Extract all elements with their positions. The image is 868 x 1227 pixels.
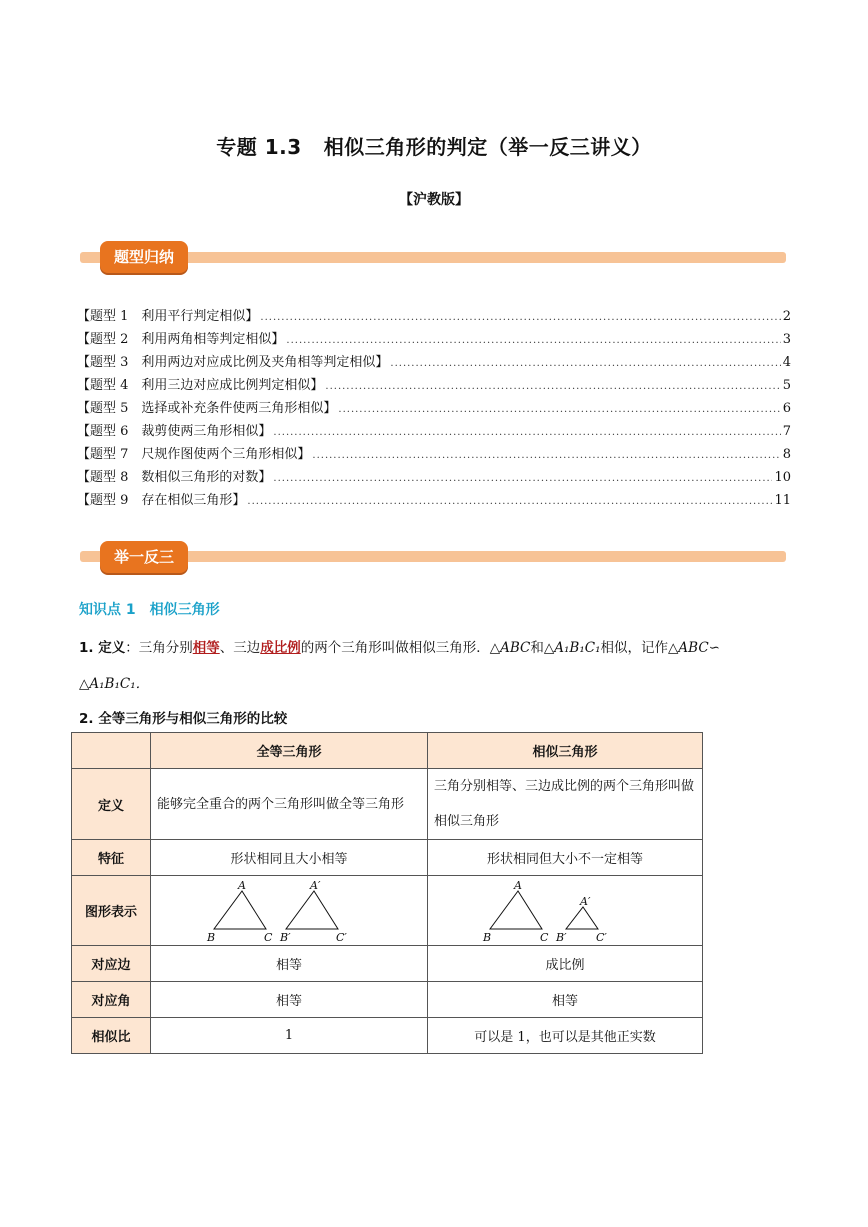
page-title [0,131,868,160]
definition-line2: △A₁B₁C₁． [79,676,150,692]
svg-text:A′: A′ [310,878,321,892]
svg-text:B: B [207,930,216,943]
definition-number: 1. 定义 [79,640,126,656]
table-header-similar: 相似三角形 [428,733,703,769]
section-pill-1: 题型归纳 [100,241,188,273]
svg-text:C: C [264,930,273,943]
keyword-equal: 相等 [192,640,220,656]
table-header-congruent: 全等三角形 [151,733,428,769]
similar-figure-cell [428,876,703,946]
section-pill-2: 举一反三 [100,541,188,573]
congruent-figure-cell [151,876,428,946]
keyword-proportional: 成比例 [260,640,301,656]
table-row: 特征 形状相同且大小相等 形状相同但大小不一定相等 [72,840,703,876]
svg-text:B′: B′ [280,930,291,943]
toc-item[interactable]: 【题型 2 利用两角相等判定相似】 ..... 3 [77,328,791,351]
compare-heading: 2. 全等三角形与相似三角形的比较 [79,711,288,727]
svg-text:A′: A′ [580,894,591,908]
svg-text:B′: B′ [556,930,567,943]
toc-item[interactable]: 【题型 7 尺规作图使两个三角形相似】 ..... 8 [77,443,791,466]
toc-item[interactable]: 【题型 5 选择或补充条件使两三角形相似】 ..... 6 [77,397,791,420]
svg-text:A: A [514,878,522,892]
toc-item[interactable]: 【题型 6 裁剪使两三角形相似】 ..... 7 [77,420,791,443]
similar-triangles-figure [480,879,650,943]
table-row: 图形表示 A B C A′ B′ C′ A B C A′ B′ C′ [72,876,703,946]
table-row: 相似比 1 可以是 1，也可以是其他正实数 [72,1018,703,1054]
table-row: 定义 能够完全重合的两个三角形叫做全等三角形 三角分别相等、三边成比例的两个三角形叫做相似三角形 [72,769,703,840]
svg-text:A: A [238,878,246,892]
svg-text:C′: C′ [596,930,607,943]
toc-item[interactable]: 【题型 8 数相似三角形的对数】 ..... 10 [77,466,791,489]
knowledge-heading: 知识点 1 相似三角形 [79,602,220,618]
congruent-triangles-figure [204,879,374,943]
table-row: 对应边 相等 成比例 [72,946,703,982]
toc-item[interactable]: 【题型 9 存在相似三角形】 ..... 11 [77,489,791,512]
table-header-row [72,733,703,769]
comparison-table [71,732,703,1054]
toc-item[interactable]: 【题型 3 利用两边对应成比例及夹角相等判定相似】 ..... 4 [77,351,791,374]
table-of-contents [77,305,791,512]
svg-text:C′: C′ [336,930,347,943]
title-main: 相似三角形的判定（举一反三讲义） [323,135,652,159]
table-header-empty [72,733,151,769]
definition-paragraph: 1. 定义：三角分别相等、三边成比例的两个三角形叫做相似三角形．△ABC和△A₁B₁C₁相似，记作△ABC∽ △A₁B₁C₁． [79,640,720,692]
table-row: 对应角 相等 相等 [72,982,703,1018]
title-prefix: 专题 1.3 [216,135,302,159]
toc-item[interactable]: 【题型 4 利用三边对应成比例判定相似】 ..... 5 [77,374,791,397]
svg-text:B: B [483,930,492,943]
toc-item[interactable]: 【题型 1 利用平行判定相似】 ..... 2 [77,305,791,328]
edition-label: 【沪教版】 [399,192,469,208]
svg-text:C: C [540,930,549,943]
